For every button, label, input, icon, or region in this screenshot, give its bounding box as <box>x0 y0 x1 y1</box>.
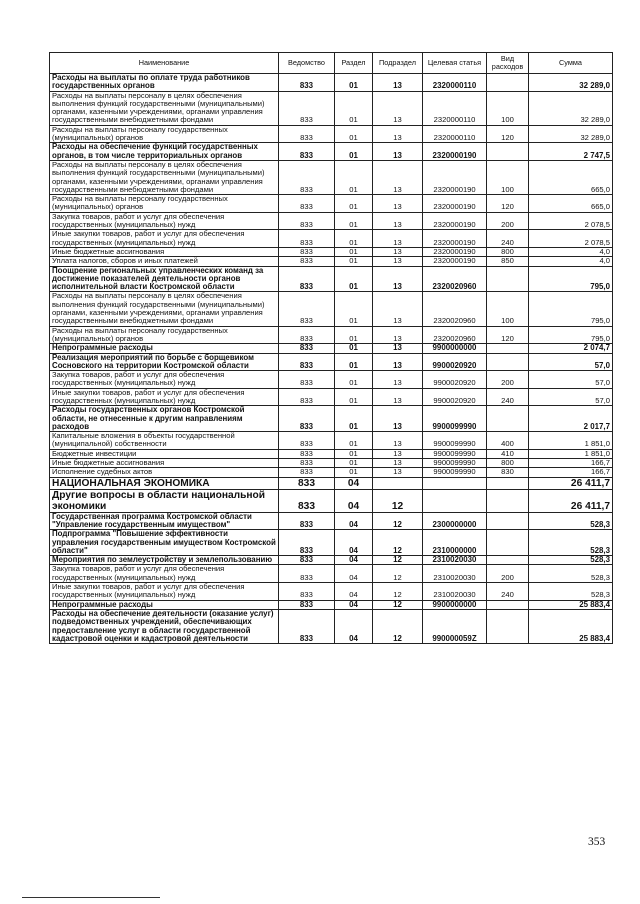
cell-subsection: 13 <box>373 125 423 143</box>
page-number: 353 <box>588 836 606 848</box>
cell-expense-type: 240 <box>487 583 529 601</box>
cell-section: 01 <box>335 388 373 406</box>
table-row <box>50 565 613 583</box>
cell-amount: 166,7 <box>529 459 613 468</box>
cell-subsection: 12 <box>373 583 423 601</box>
cell-section: 01 <box>335 344 373 353</box>
cell-section: 04 <box>335 565 373 583</box>
cell-expense-type <box>487 556 529 565</box>
header-department: Ведомство <box>279 53 335 74</box>
cell-expense-type <box>487 477 529 489</box>
cell-amount: 528,3 <box>529 530 613 556</box>
cell-section: 01 <box>335 74 373 92</box>
header-section: Раздел <box>335 53 373 74</box>
cell-amount: 32 289,0 <box>529 91 613 125</box>
cell-expense-type: 240 <box>487 230 529 248</box>
cell-section: 04 <box>335 609 373 643</box>
cell-expense-type: 830 <box>487 468 529 477</box>
budget-table <box>49 52 613 644</box>
table-row <box>50 530 613 556</box>
cell-expense-type <box>487 489 529 512</box>
cell-expense-type: 120 <box>487 195 529 213</box>
cell-expense-type: 800 <box>487 247 529 256</box>
cell-target-article: 2310000000 <box>423 530 487 556</box>
cell-department: 833 <box>279 468 335 477</box>
cell-subsection: 12 <box>373 530 423 556</box>
cell-expense-type: 120 <box>487 125 529 143</box>
cell-section: 01 <box>335 326 373 344</box>
cell-amount: 528,3 <box>529 565 613 583</box>
cell-amount: 26 411,7 <box>529 489 613 512</box>
cell-amount: 2 078,5 <box>529 230 613 248</box>
cell-department: 833 <box>279 257 335 266</box>
cell-department: 833 <box>279 600 335 609</box>
cell-section: 01 <box>335 432 373 450</box>
cell-department: 833 <box>279 565 335 583</box>
cell-subsection: 13 <box>373 266 423 292</box>
cell-name: Иные бюджетные ассигнования <box>50 459 279 468</box>
cell-target-article: 2310020030 <box>423 565 487 583</box>
cell-department: 833 <box>279 489 335 512</box>
cell-name: Расходы на выплаты персоналу государственных (муниципальных) органов <box>50 195 279 213</box>
cell-expense-type: 100 <box>487 91 529 125</box>
cell-subsection: 13 <box>373 459 423 468</box>
table-row <box>50 512 613 530</box>
header-amount: Сумма <box>529 53 613 74</box>
cell-amount: 528,3 <box>529 583 613 601</box>
cell-target-article <box>423 477 487 489</box>
cell-expense-type: 240 <box>487 388 529 406</box>
header-subsection: Подраздел <box>373 53 423 74</box>
cell-section: 04 <box>335 600 373 609</box>
cell-section: 04 <box>335 530 373 556</box>
table-row <box>50 326 613 344</box>
cell-amount: 57,0 <box>529 353 613 371</box>
cell-name: Бюджетные инвестиции <box>50 449 279 458</box>
cell-subsection: 12 <box>373 489 423 512</box>
table-row <box>50 489 613 512</box>
cell-target-article: 2320000110 <box>423 125 487 143</box>
cell-subsection: 13 <box>373 195 423 213</box>
cell-department: 833 <box>279 160 335 194</box>
cell-section: 01 <box>335 371 373 389</box>
cell-expense-type: 100 <box>487 292 529 326</box>
table-row <box>50 125 613 143</box>
cell-amount: 528,3 <box>529 556 613 565</box>
cell-subsection: 13 <box>373 257 423 266</box>
cell-target-article: 2320000110 <box>423 74 487 92</box>
cell-department: 833 <box>279 609 335 643</box>
cell-target-article: 2310020030 <box>423 583 487 601</box>
cell-section: 04 <box>335 489 373 512</box>
cell-section: 01 <box>335 406 373 432</box>
cell-target-article: 2320000190 <box>423 195 487 213</box>
cell-name: Исполнение судебных актов <box>50 468 279 477</box>
table-row <box>50 406 613 432</box>
cell-expense-type <box>487 609 529 643</box>
cell-expense-type <box>487 74 529 92</box>
cell-amount: 2 747,5 <box>529 143 613 161</box>
cell-name: Расходы на выплаты персоналу в целях обеспечения выполнения функций государственными (муниципальными) органами, казенными учреждениями, органами управления государственными внебюджетными фондами <box>50 160 279 194</box>
table-row <box>50 609 613 643</box>
cell-amount: 1 851,0 <box>529 449 613 458</box>
cell-section: 01 <box>335 257 373 266</box>
cell-target-article: 2320000190 <box>423 212 487 230</box>
cell-subsection: 13 <box>373 406 423 432</box>
table-row <box>50 266 613 292</box>
table-row <box>50 432 613 450</box>
cell-department: 833 <box>279 583 335 601</box>
cell-subsection: 13 <box>373 326 423 344</box>
cell-subsection: 12 <box>373 512 423 530</box>
cell-expense-type <box>487 266 529 292</box>
cell-target-article: 2320020960 <box>423 266 487 292</box>
cell-department: 833 <box>279 292 335 326</box>
cell-department: 833 <box>279 74 335 92</box>
table-row <box>50 143 613 161</box>
cell-amount: 25 883,4 <box>529 609 613 643</box>
cell-name: Капитальные вложения в объекты государственной (муниципальной) собственности <box>50 432 279 450</box>
cell-department: 833 <box>279 449 335 458</box>
cell-target-article: 9900099990 <box>423 432 487 450</box>
cell-target-article: 990000059Z <box>423 609 487 643</box>
cell-subsection: 13 <box>373 212 423 230</box>
cell-name: Государственная программа Костромской области "Управление государственным имуществом" <box>50 512 279 530</box>
cell-expense-type <box>487 143 529 161</box>
cell-department: 833 <box>279 230 335 248</box>
cell-target-article: 9900020920 <box>423 353 487 371</box>
header-target-article: Целевая статья <box>423 53 487 74</box>
cell-department: 833 <box>279 195 335 213</box>
cell-subsection: 13 <box>373 344 423 353</box>
table-body <box>50 74 613 644</box>
cell-name: Закупка товаров, работ и услуг для обеспечения государственных (муниципальных) нужд <box>50 371 279 389</box>
cell-name: Иные бюджетные ассигнования <box>50 247 279 256</box>
cell-amount: 795,0 <box>529 292 613 326</box>
footnote-divider <box>22 897 160 898</box>
cell-target-article: 9900099990 <box>423 406 487 432</box>
cell-subsection: 12 <box>373 609 423 643</box>
table-row <box>50 74 613 92</box>
cell-expense-type: 850 <box>487 257 529 266</box>
cell-amount: 795,0 <box>529 266 613 292</box>
table-row <box>50 292 613 326</box>
cell-target-article: 9900020920 <box>423 371 487 389</box>
cell-amount: 795,0 <box>529 326 613 344</box>
cell-expense-type <box>487 353 529 371</box>
cell-subsection: 13 <box>373 247 423 256</box>
cell-subsection: 13 <box>373 449 423 458</box>
cell-target-article: 2320000110 <box>423 91 487 125</box>
cell-department: 833 <box>279 143 335 161</box>
cell-name: Мероприятия по землеустройству и землепользованию <box>50 556 279 565</box>
header-name: Наименование <box>50 53 279 74</box>
table-row <box>50 583 613 601</box>
cell-amount: 4,0 <box>529 247 613 256</box>
cell-target-article: 9900020920 <box>423 388 487 406</box>
cell-department: 833 <box>279 406 335 432</box>
cell-subsection: 13 <box>373 371 423 389</box>
table-row <box>50 212 613 230</box>
cell-expense-type: 200 <box>487 565 529 583</box>
table-header-row <box>50 53 613 74</box>
table-row <box>50 468 613 477</box>
cell-amount: 32 289,0 <box>529 74 613 92</box>
cell-name: НАЦИОНАЛЬНАЯ ЭКОНОМИКА <box>50 477 279 489</box>
cell-name: Иные закупки товаров, работ и услуг для обеспечения государственных (муниципальных) нужд <box>50 583 279 601</box>
cell-target-article: 2310020030 <box>423 556 487 565</box>
cell-section: 01 <box>335 247 373 256</box>
cell-section: 01 <box>335 353 373 371</box>
cell-expense-type: 410 <box>487 449 529 458</box>
cell-expense-type <box>487 512 529 530</box>
cell-department: 833 <box>279 432 335 450</box>
cell-section: 01 <box>335 459 373 468</box>
cell-amount: 2 017,7 <box>529 406 613 432</box>
cell-amount: 166,7 <box>529 468 613 477</box>
table-row <box>50 91 613 125</box>
table-row <box>50 257 613 266</box>
cell-expense-type <box>487 530 529 556</box>
cell-subsection: 13 <box>373 353 423 371</box>
cell-expense-type: 200 <box>487 212 529 230</box>
cell-subsection: 12 <box>373 556 423 565</box>
table-row <box>50 160 613 194</box>
cell-amount: 665,0 <box>529 160 613 194</box>
cell-department: 833 <box>279 344 335 353</box>
cell-name: Закупка товаров, работ и услуг для обеспечения государственных (муниципальных) нужд <box>50 565 279 583</box>
cell-amount: 32 289,0 <box>529 125 613 143</box>
cell-name: Расходы на выплаты персоналу государственных (муниципальных) органов <box>50 125 279 143</box>
cell-name: Подпрограмма "Повышение эффективности управления государственным имуществом Костромской области" <box>50 530 279 556</box>
cell-section: 01 <box>335 212 373 230</box>
budget-table-container <box>49 52 612 644</box>
cell-department: 833 <box>279 388 335 406</box>
cell-subsection: 13 <box>373 91 423 125</box>
cell-name: Реализация мероприятий по борьбе с борщевиком Сосновского на территории Костромской области <box>50 353 279 371</box>
cell-department: 833 <box>279 477 335 489</box>
cell-department: 833 <box>279 512 335 530</box>
cell-target-article: 9900000000 <box>423 600 487 609</box>
cell-target-article: 9900099990 <box>423 468 487 477</box>
cell-name: Расходы на выплаты по оплате труда работников государственных органов <box>50 74 279 92</box>
cell-name: Непрограммные расходы <box>50 344 279 353</box>
cell-subsection: 12 <box>373 600 423 609</box>
cell-section: 01 <box>335 195 373 213</box>
cell-department: 833 <box>279 91 335 125</box>
cell-expense-type <box>487 406 529 432</box>
cell-subsection: 13 <box>373 292 423 326</box>
cell-name: Иные закупки товаров, работ и услуг для обеспечения государственных (муниципальных) нужд <box>50 230 279 248</box>
cell-section: 01 <box>335 292 373 326</box>
cell-name: Непрограммные расходы <box>50 600 279 609</box>
cell-expense-type: 400 <box>487 432 529 450</box>
table-row <box>50 344 613 353</box>
cell-department: 833 <box>279 247 335 256</box>
cell-amount: 2 074,7 <box>529 344 613 353</box>
cell-section: 04 <box>335 583 373 601</box>
cell-section: 01 <box>335 449 373 458</box>
cell-target-article: 2320000190 <box>423 230 487 248</box>
table-row <box>50 388 613 406</box>
cell-amount: 26 411,7 <box>529 477 613 489</box>
cell-subsection: 13 <box>373 143 423 161</box>
cell-section: 01 <box>335 230 373 248</box>
cell-amount: 665,0 <box>529 195 613 213</box>
cell-subsection: 12 <box>373 565 423 583</box>
cell-name: Расходы государственных органов Костромской области, не отнесенные к другим направлениям расходов <box>50 406 279 432</box>
cell-expense-type: 200 <box>487 371 529 389</box>
cell-target-article: 2320000190 <box>423 160 487 194</box>
cell-department: 833 <box>279 326 335 344</box>
cell-target-article: 2320000190 <box>423 247 487 256</box>
cell-amount: 57,0 <box>529 371 613 389</box>
cell-name: Закупка товаров, работ и услуг для обеспечения государственных (муниципальных) нужд <box>50 212 279 230</box>
cell-section: 01 <box>335 468 373 477</box>
cell-target-article: 2320020960 <box>423 292 487 326</box>
cell-expense-type: 120 <box>487 326 529 344</box>
cell-department: 833 <box>279 266 335 292</box>
cell-amount: 25 883,4 <box>529 600 613 609</box>
cell-subsection: 13 <box>373 468 423 477</box>
cell-amount: 4,0 <box>529 257 613 266</box>
cell-target-article: 2320000190 <box>423 257 487 266</box>
cell-section: 01 <box>335 125 373 143</box>
cell-subsection: 13 <box>373 74 423 92</box>
cell-amount: 1 851,0 <box>529 432 613 450</box>
table-row <box>50 371 613 389</box>
cell-section: 01 <box>335 143 373 161</box>
cell-expense-type <box>487 600 529 609</box>
cell-expense-type <box>487 344 529 353</box>
cell-section: 01 <box>335 266 373 292</box>
cell-section: 04 <box>335 477 373 489</box>
cell-department: 833 <box>279 556 335 565</box>
cell-section: 01 <box>335 91 373 125</box>
table-row <box>50 477 613 489</box>
cell-department: 833 <box>279 459 335 468</box>
cell-section: 01 <box>335 160 373 194</box>
cell-name: Другие вопросы в области национальной экономики <box>50 489 279 512</box>
cell-name: Расходы на выплаты персоналу государственных (муниципальных) органов <box>50 326 279 344</box>
cell-section: 04 <box>335 556 373 565</box>
table-row <box>50 353 613 371</box>
cell-department: 833 <box>279 530 335 556</box>
cell-name: Расходы на выплаты персоналу в целях обеспечения выполнения функций государственными (муниципальными) органами, казенными учреждениями, органами управления государственными внебюджетными фондами <box>50 292 279 326</box>
cell-subsection: 13 <box>373 432 423 450</box>
cell-section: 04 <box>335 512 373 530</box>
cell-target-article <box>423 489 487 512</box>
cell-department: 833 <box>279 212 335 230</box>
cell-subsection: 13 <box>373 388 423 406</box>
table-row <box>50 195 613 213</box>
cell-amount: 528,3 <box>529 512 613 530</box>
cell-subsection <box>373 477 423 489</box>
cell-amount: 2 078,5 <box>529 212 613 230</box>
cell-name: Уплата налогов, сборов и иных платежей <box>50 257 279 266</box>
cell-target-article: 9900099990 <box>423 459 487 468</box>
header-expense-type: Вид расходов <box>487 53 529 74</box>
cell-name: Расходы на обеспечение функций государственных органов, в том числе территориальных органов <box>50 143 279 161</box>
cell-name: Иные закупки товаров, работ и услуг для обеспечения государственных (муниципальных) нужд <box>50 388 279 406</box>
cell-name: Расходы на обеспечение деятельности (оказание услуг) подведомственных учреждений, обеспечивающих предоставление услуг в области государственной кадастровой оценки и кадастровой деятельности <box>50 609 279 643</box>
cell-department: 833 <box>279 371 335 389</box>
cell-name: Расходы на выплаты персоналу в целях обеспечения выполнения функций государственными (муниципальными) органами, казенными учреждениями, органами управления государственными внебюджетными фондами <box>50 91 279 125</box>
cell-target-article: 9900099990 <box>423 449 487 458</box>
cell-amount: 57,0 <box>529 388 613 406</box>
cell-department: 833 <box>279 125 335 143</box>
cell-subsection: 13 <box>373 160 423 194</box>
table-row <box>50 230 613 248</box>
cell-name: Поощрение региональных управленческих команд за достижение показателей деятельности органов исполнительной власти Костромской области <box>50 266 279 292</box>
cell-expense-type: 100 <box>487 160 529 194</box>
cell-expense-type: 800 <box>487 459 529 468</box>
cell-target-article: 9900000000 <box>423 344 487 353</box>
cell-subsection: 13 <box>373 230 423 248</box>
cell-department: 833 <box>279 353 335 371</box>
cell-target-article: 2320000190 <box>423 143 487 161</box>
cell-target-article: 2320020960 <box>423 326 487 344</box>
cell-target-article: 2300000000 <box>423 512 487 530</box>
